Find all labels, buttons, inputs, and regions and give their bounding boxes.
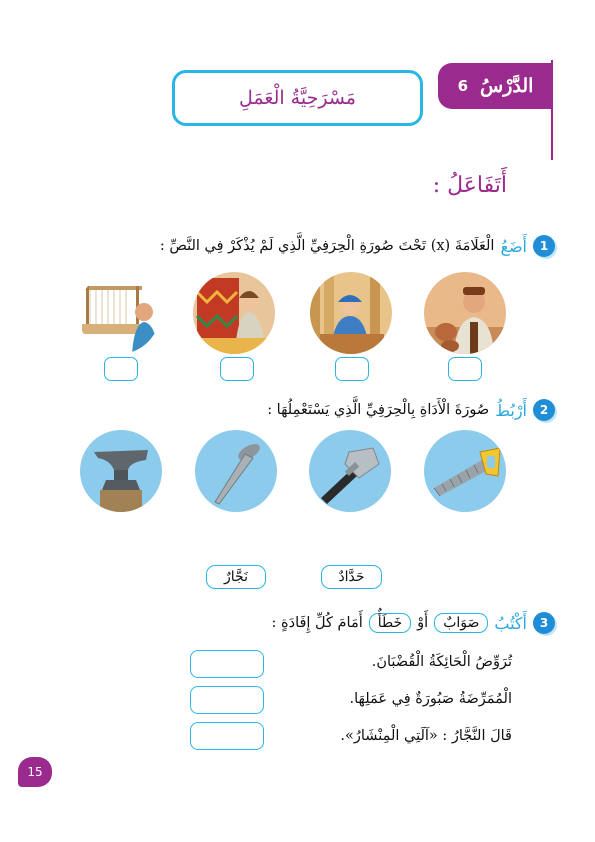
- saw-icon[interactable]: [424, 430, 506, 512]
- loom-icon: [78, 272, 160, 354]
- answer-field[interactable]: [190, 650, 264, 678]
- potter-icon: [424, 272, 506, 354]
- section-heading: أَتَفَاعَلُ :: [432, 173, 507, 198]
- q1-answer-box[interactable]: [104, 357, 138, 381]
- page-number: [18, 757, 52, 787]
- q1-answer-box[interactable]: [335, 357, 369, 381]
- lesson-title: [172, 70, 423, 126]
- hammer-icon[interactable]: [309, 430, 391, 512]
- q3-number: 3: [533, 612, 555, 634]
- carpenter-icon: [310, 272, 392, 354]
- answer-field[interactable]: [190, 686, 264, 714]
- q2-instruction: [267, 399, 555, 421]
- q2-text: صُورَةَ الْأَدَاةِ بِالْحِرَفِيِّ الَّذِي يَسْتَعْمِلُهَا :: [267, 402, 490, 418]
- anvil-icon[interactable]: [80, 430, 162, 512]
- answer-field[interactable]: [190, 722, 264, 750]
- q1-verb: أَضَعُ: [500, 236, 527, 256]
- nail-icon[interactable]: [195, 430, 277, 512]
- q1-number: 1: [533, 235, 555, 257]
- lesson-word: الدَّرْسُ: [480, 75, 534, 97]
- q3-verb: أَكْتُبُ: [494, 613, 527, 633]
- lesson-tab: [438, 63, 553, 109]
- lesson-title-text: مَسْرَحِيَّةُ الْعَمَلِ: [239, 87, 356, 109]
- word-card-label: نَجَّارٌ: [224, 569, 248, 585]
- q3-connector: أَوْ: [417, 615, 429, 631]
- word-card-blacksmith[interactable]: [321, 565, 382, 589]
- wrong-option: خَطَأٌ: [369, 613, 411, 633]
- word-card-label: حَدَّادٌ: [338, 569, 365, 585]
- q2-number: 2: [533, 399, 555, 421]
- q3-tail: أَمَامَ كُلِّ إِفَادَةٍ :: [271, 615, 363, 631]
- correct-option: صَوَابٌ: [434, 613, 488, 633]
- q1-answer-box[interactable]: [220, 357, 254, 381]
- q2-verb: أَرْبُطُ: [495, 400, 527, 420]
- page-number-text: 15: [27, 765, 43, 779]
- statement-1: تُرَوِّضُ الْحَائِكَةُ الْقُضْبَانَ.: [371, 654, 512, 670]
- q1-answer-box[interactable]: [448, 357, 482, 381]
- word-card-carpenter[interactable]: [206, 565, 266, 589]
- q3-instruction: [272, 612, 555, 634]
- q1-text: الْعَلَامَةَ (x) تَحْتَ صُورَةِ الْحِرَفِيِّ الَّذِي لَمْ يُذْكَرْ فِي النَّصِّ :: [159, 238, 495, 254]
- q1-instruction: [160, 235, 555, 257]
- weaver-icon: [193, 272, 275, 354]
- lesson-number: 6: [457, 77, 469, 95]
- statement-2: الْمُمَرِّضَةُ صَبُورَةٌ فِي عَمَلِهَا.: [349, 691, 512, 707]
- statement-3: قَالَ النَّجَّارُ : «آلَتِي الْمِنْشَارُ».: [340, 728, 512, 744]
